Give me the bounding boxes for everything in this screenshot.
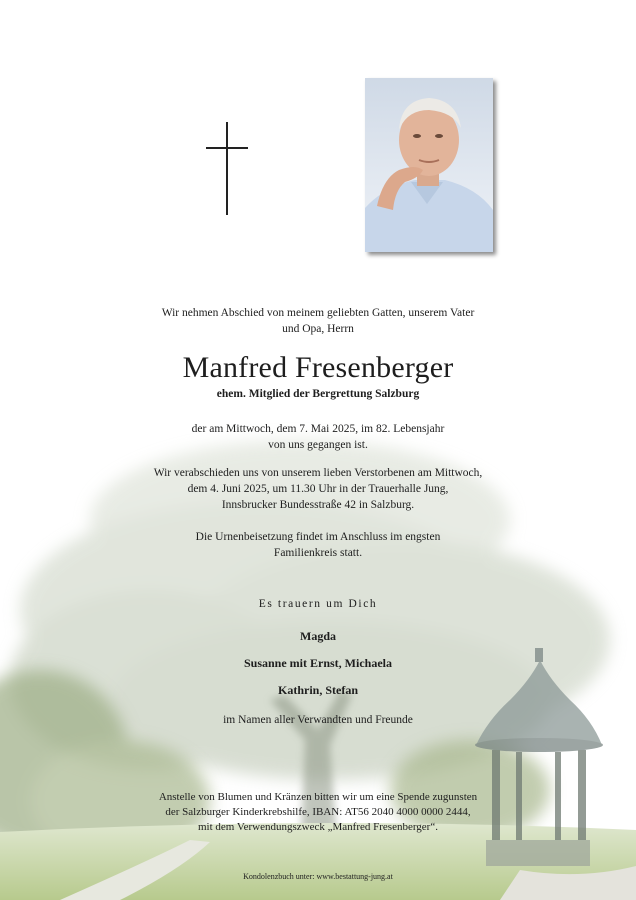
death-line-1: der am Mittwoch, dem 7. Mai 2025, im 82. Lebensjahr: [191, 423, 445, 435]
farewell-line-3: Innsbrucker Bundesstraße 42 in Salzburg.: [221, 499, 415, 511]
relatives-line: im Namen aller Verwandten und Freunde: [223, 714, 413, 726]
family-member: Magda: [300, 629, 336, 643]
intro-line-2: und Opa, Herrn: [282, 323, 354, 335]
donation-line-2: der Salzburger Kinderkrebshilfe, IBAN: AT56 2040 4000 0000 2444,: [165, 806, 471, 818]
farewell-line-2: dem 4. Juni 2025, um 11.30 Uhr in der Trauerhalle Jung,: [187, 483, 449, 495]
urn-info: [0, 529, 636, 561]
donation-line-3: mit dem Verwendungszweck „Manfred Fresenberger“.: [198, 821, 438, 833]
farewell-info: [0, 465, 636, 513]
family-member: Susanne mit Ernst, Michaela: [243, 656, 392, 670]
urn-line-2: Familienkreis statt.: [273, 547, 363, 559]
deceased-role: ehem. Mitglied der Bergrettung Salzburg: [216, 388, 420, 400]
cross-horizontal: [206, 147, 248, 149]
condolence-link: Kondolenzbuch unter: www.bestattung-jung.at: [243, 872, 393, 881]
urn-line-1: Die Urnenbeisetzung findet im Anschluss im engsten: [195, 531, 441, 543]
deceased-name: Manfred Fresenberger: [182, 351, 454, 384]
donation-line-1: Anstelle von Blumen und Kränzen bitten wir um eine Spende zugunsten: [158, 791, 478, 803]
portrait-photo: [365, 78, 493, 252]
death-info: [0, 421, 636, 453]
farewell-line-1: Wir verabschieden uns von unserem lieben Verstorbenen am Mittwoch,: [153, 467, 483, 479]
intro-line-1: Wir nehmen Abschied von meinem geliebten Gatten, unserem Vater: [161, 307, 475, 319]
death-line-2: von uns gegangen ist.: [268, 439, 368, 451]
portrait-figure: [365, 78, 493, 252]
family-member: Kathrin, Stefan: [277, 683, 358, 697]
mourners-heading: Es trauern um Dich: [258, 598, 378, 610]
intro-text: [0, 305, 636, 337]
donation-info: [0, 790, 636, 835]
cross-vertical: [226, 122, 228, 215]
